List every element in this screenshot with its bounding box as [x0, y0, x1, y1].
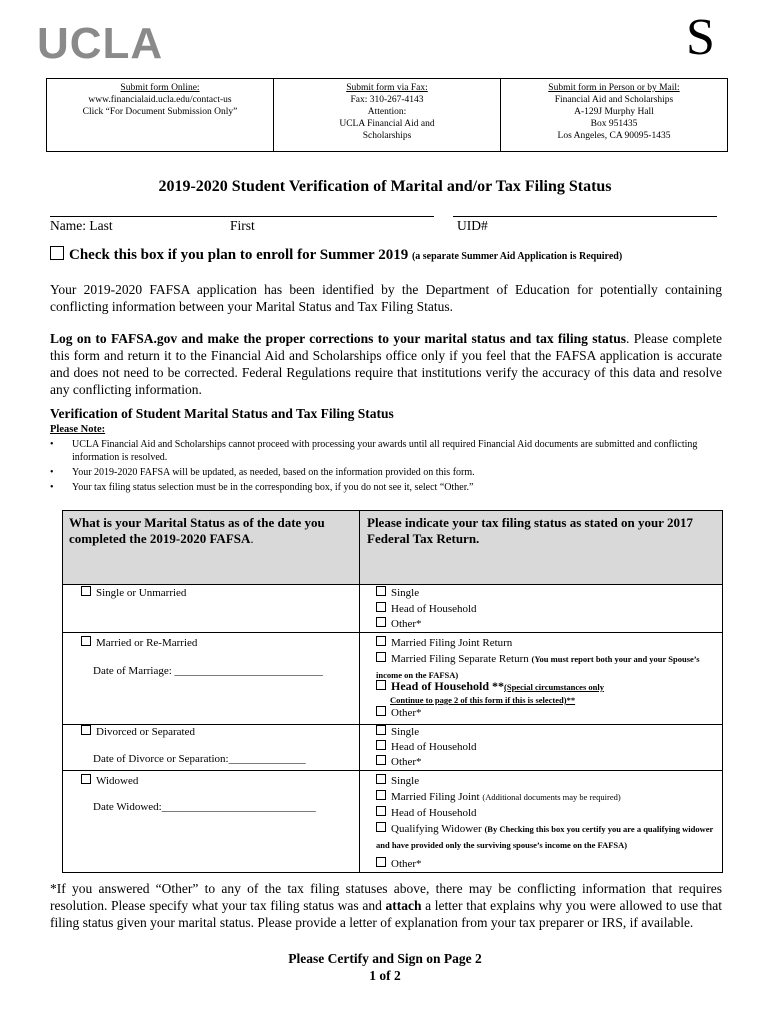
uid-label: UID#	[457, 218, 488, 233]
summer-note: (a separate Summer Aid Application is Required)	[411, 251, 623, 262]
other-footnote: *If you answered “Other” to any of the tax filing statuses above, there may be conflicting information that requires resolution. Please specify what your tax filing status was and attach a letter that explains why you were allowed to use that filing status given your marital status. Please provide a letter of explanation from your tax preparer or IRS, if available.	[50, 881, 722, 930]
tax-other-checkbox[interactable]	[376, 857, 386, 867]
submission-info-box	[46, 78, 728, 152]
table-column-divider	[359, 511, 360, 872]
tax-mfs-checkbox[interactable]	[376, 652, 386, 662]
tax-option: Single	[376, 586, 419, 602]
date-of-marriage-field[interactable]: Date of Marriage: ___________________________	[93, 665, 324, 677]
tax-option: Single	[376, 725, 419, 741]
divorced-checkbox[interactable]	[81, 725, 91, 735]
page-number: 1 of 2	[369, 968, 401, 983]
marital-single: Single or Unmarried	[81, 586, 186, 602]
tax-single-checkbox[interactable]	[376, 774, 386, 784]
form-letter: S	[686, 9, 715, 66]
verification-heading: Verification of Student Marital Status and Tax Filing Status	[50, 406, 394, 421]
submit-online-line: www.financialaid.ucla.edu/contact-us	[88, 95, 232, 105]
submit-mail-line: Box 951435	[590, 119, 638, 129]
submit-fax-line: Scholarships	[362, 131, 412, 141]
tax-single-checkbox[interactable]	[376, 586, 386, 596]
submit-online	[47, 79, 274, 151]
submit-fax	[274, 79, 501, 151]
tax-mfj-checkbox[interactable]	[376, 636, 386, 646]
attach-bold: attach	[385, 898, 422, 913]
submit-fax-line: Attention:	[367, 107, 407, 117]
submit-mail-line: Los Angeles, CA 90095-1435	[557, 131, 671, 141]
tax-option: Head of Household	[376, 602, 477, 618]
married-checkbox[interactable]	[81, 636, 91, 646]
date-widowed-field[interactable]: Date Widowed:____________________________	[93, 801, 316, 813]
tax-option: Other*	[376, 617, 422, 633]
mfj-note: (Additional documents may be required)	[482, 792, 621, 802]
marital-widowed: Widowed	[81, 774, 138, 790]
tax-option: Married Filing Joint Return	[376, 636, 512, 652]
tax-hoh-special-checkbox[interactable]	[376, 680, 386, 690]
tax-other-checkbox[interactable]	[376, 755, 386, 765]
fafsa-intro-paragraph: Your 2019-2020 FAFSA application has been identified by the Department of Education for potentially containing conflicting information between your Marital Status and Tax Filing Status.	[50, 282, 722, 314]
tax-other-checkbox[interactable]	[376, 617, 386, 627]
widowed-checkbox[interactable]	[81, 774, 91, 784]
submit-online-line: Click “For Document Submission Only”	[82, 107, 238, 117]
submit-mail-head: Submit form in Person or by Mail:	[548, 83, 680, 93]
tax-other-checkbox[interactable]	[376, 706, 386, 716]
summer-label: Check this box if you plan to enroll for Summer 2019	[69, 247, 409, 263]
list-item: • Your 2019-2020 FAFSA will be updated, as needed, based on the information provided on this form.	[48, 466, 722, 479]
summer-checkbox[interactable]	[50, 246, 64, 260]
tax-option: Married Filing Separate Return (You must report both your and your Spouse’s income on the FAFSA)	[376, 653, 700, 680]
submit-fax-line: UCLA Financial Aid and	[339, 119, 435, 129]
tax-option: Other*	[376, 857, 422, 873]
tax-option: Other*	[376, 706, 422, 722]
tax-option: Qualifying Widower (By Checking this box you certify you are a qualifying widower and have provided only the surviving spouse’s income on the FAFSA)	[376, 823, 714, 850]
tax-qw-checkbox[interactable]	[376, 822, 386, 832]
status-table	[62, 510, 723, 873]
tax-option: Head of Household	[376, 740, 477, 756]
date-of-divorce-field[interactable]: Date of Divorce or Separation:______________	[93, 753, 306, 765]
please-note-heading: Please Note:	[50, 424, 106, 435]
first-name-label: First	[230, 218, 255, 233]
qw-note: (By Checking this box you certify you are a qualifying widower and have provided only the surviving spouse’s income on the FAFSA)	[376, 824, 714, 850]
submit-mail-line: Financial Aid and Scholarships	[554, 95, 674, 105]
tax-hoh-checkbox[interactable]	[376, 806, 386, 816]
instructions-paragraph	[50, 330, 722, 398]
tax-single-checkbox[interactable]	[376, 725, 386, 735]
marital-married: Married or Re-Married	[81, 636, 197, 652]
tax-status-header: Please indicate your tax filing status as stated on your 2017 Federal Tax Return.	[367, 515, 693, 546]
certify-notice	[0, 950, 770, 984]
note-list	[48, 438, 722, 496]
form-title: 2019-2020 Student Verification of Marital and/or Tax Filing Status	[158, 178, 612, 195]
tax-hoh-checkbox[interactable]	[376, 602, 386, 612]
uid-field-line[interactable]	[453, 216, 717, 217]
tax-mfj-checkbox[interactable]	[376, 790, 386, 800]
marital-divorced: Divorced or Separated	[81, 725, 195, 741]
tax-option: Single	[376, 774, 419, 790]
name-field-line[interactable]	[50, 216, 434, 217]
submit-online-head: Submit form Online:	[120, 83, 200, 93]
tax-option: Head of Household **(Special circumstances only	[376, 679, 721, 696]
list-item: • UCLA Financial Aid and Scholarships cannot proceed with processing your awards until all required Financial Aid documents are submitted and conflicting information is resolved.	[48, 438, 722, 464]
hoh-special-note-continued: Continue to page 2 of this form if this is selected)**	[390, 695, 576, 705]
certify-text: Please Certify and Sign on Page 2	[288, 951, 482, 966]
tax-option: Married Filing Joint (Additional documents may be required)	[376, 790, 621, 806]
submit-mail-line: A-129J Murphy Hall	[574, 107, 654, 117]
list-item: • Your tax filing status selection must be in the corresponding box, if you do not see it, select “Other.”	[48, 481, 722, 494]
hoh-special-note: (Special circumstances only	[504, 682, 604, 692]
name-last-label: Name: Last	[50, 218, 113, 233]
tax-hoh-checkbox[interactable]	[376, 740, 386, 750]
instructions-bold: Log on to FAFSA.gov and make the proper corrections to your marital status and tax filing status	[50, 331, 627, 346]
summer-enroll-row	[50, 246, 622, 264]
tax-option: Head of Household	[376, 806, 477, 822]
submit-fax-head: Submit form via Fax:	[346, 83, 428, 93]
ucla-logo: UCLA	[37, 19, 164, 68]
submit-fax-line: Fax: 310-267-4143	[350, 95, 424, 105]
instructions-rest: . Please complete this form and return it to the Financial Aid and Scholarships office only if you feel that the FAFSA application is accurate and does not need to be corrected. Federal Regulations require that institutions verify the accuracy of this data and resolve any conflicting information.	[50, 331, 722, 397]
single-unmarried-checkbox[interactable]	[81, 586, 91, 596]
submit-mail	[501, 79, 727, 151]
marital-status-header: What is your Marital Status as of the date you completed the 2019-2020 FAFSA.	[69, 515, 325, 546]
mfs-note: (You must report both your and your Spouse’s income on the FAFSA)	[376, 654, 700, 680]
tax-option: Other*	[376, 755, 422, 771]
